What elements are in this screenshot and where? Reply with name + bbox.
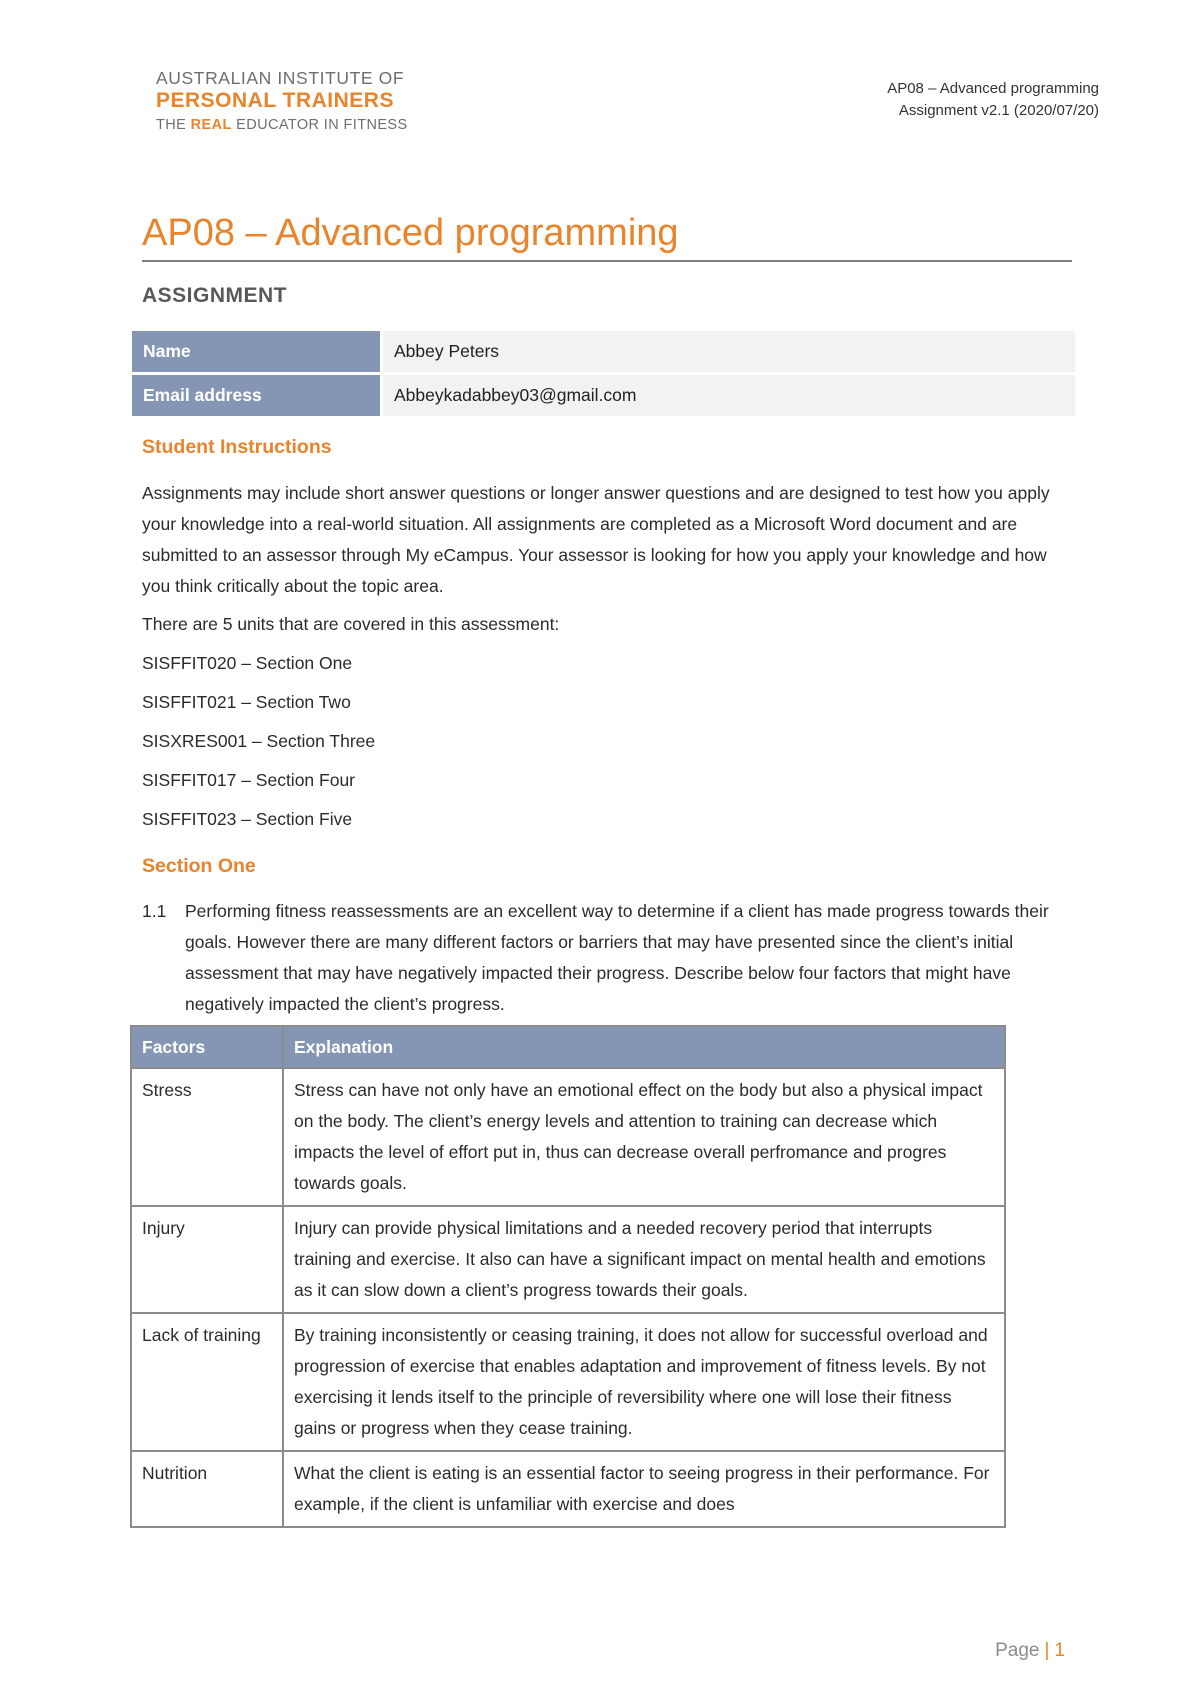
page-subtitle: ASSIGNMENT — [142, 284, 288, 307]
instructions-heading: Student Instructions — [142, 436, 332, 458]
explanation-cell: Stress can have not only have an emotional effect on the body but also a physical impact on the body. The client’s energy levels and attention to training can decrease which impacts the level of effort put in, thus can decrease overall perfromance and progres towards goals. — [283, 1068, 1005, 1206]
unit-item: SISFFIT023 – Section Five — [142, 809, 353, 829]
info-row-email — [132, 375, 1075, 416]
name-label: Name — [132, 331, 380, 372]
table-row — [131, 1451, 1005, 1527]
table-row — [131, 1206, 1005, 1313]
student-info-table — [132, 328, 1075, 419]
table-row — [131, 1068, 1005, 1206]
name-value: Abbey Peters — [380, 331, 1075, 372]
question-number: 1.1 — [142, 901, 167, 921]
header-version: Assignment v2.1 (2020/07/20) — [898, 102, 1099, 119]
explanation-cell: What the client is eating is an essential factor to seeing progress in their performance. For example, if the client is unfamiliar with exercise and does — [283, 1451, 1005, 1527]
factors-table-header — [131, 1026, 1005, 1068]
instructions-paragraph: Assignments may include short answer questions or longer answer questions and are designed to test how you apply your knowledge into a real-world situation. All assignments are completed as a Microsoft Word document and are submitted to an assessor through My eCampus. Your assessor is looking for how you apply your knowledge and how you think critically about the topic area. — [142, 483, 1050, 596]
email-value: Abbeykadabbey03@gmail.com — [380, 375, 1075, 416]
page-title: AP08 – Advanced programming — [142, 212, 679, 254]
logo-line-3: THE REAL EDUCATOR IN FITNESS — [156, 117, 408, 133]
logo-line-2: PERSONAL TRAINERS — [156, 89, 394, 112]
aipt-logo — [156, 68, 408, 136]
factor-cell: Lack of training — [131, 1313, 283, 1451]
question-text: Performing fitness reassessments are an excellent way to determine if a client has made progress towards their goals. However there are many different factors or barriers that may have presented since the client’s initial assessment that may have negatively impacted their progress. Describe below four factors that might have negatively impacted the client’s progress. — [185, 901, 1049, 1014]
table-row — [131, 1313, 1005, 1451]
factors-table — [130, 1025, 1006, 1528]
units-intro: There are 5 units that are covered in this assessment: — [142, 614, 560, 634]
factor-cell: Injury — [131, 1206, 283, 1313]
header-explanation: Explanation — [283, 1026, 1005, 1068]
explanation-cell: Injury can provide physical limitations and a needed recovery period that interrupts training and exercise. It also can have a significant impact on mental health and emotions as it can slow down a client’s progress towards their goals. — [283, 1206, 1005, 1313]
unit-item: SISFFIT020 – Section One — [142, 653, 353, 673]
footer-separator: | — [1044, 1640, 1050, 1661]
section-one-heading: Section One — [142, 855, 256, 877]
header-course: AP08 – Advanced programming — [887, 80, 1099, 97]
header-info — [887, 78, 1099, 122]
header-factors: Factors — [131, 1026, 283, 1068]
explanation-cell: By training inconsistently or ceasing training, it does not allow for successful overload and progression of exercise that enables adaptation and improvement of fitness levels. By not exercising it lends itself to the principle of reversibility where one will lose their fitness gains or progress when they cease training. — [283, 1313, 1005, 1451]
title-divider — [142, 260, 1072, 262]
unit-item: SISXRES001 – Section Three — [142, 731, 376, 751]
page-footer — [995, 1640, 1065, 1662]
page-label: Page — [995, 1640, 1040, 1661]
logo-line-1: AUSTRALIAN INSTITUTE OF — [156, 68, 405, 88]
info-row-name — [132, 331, 1075, 372]
unit-item: SISFFIT021 – Section Two — [142, 692, 351, 712]
unit-item: SISFFIT017 – Section Four — [142, 770, 356, 790]
factor-cell: Stress — [131, 1068, 283, 1206]
page-number: 1 — [1054, 1640, 1065, 1661]
email-label: Email address — [132, 375, 380, 416]
factor-cell: Nutrition — [131, 1451, 283, 1527]
